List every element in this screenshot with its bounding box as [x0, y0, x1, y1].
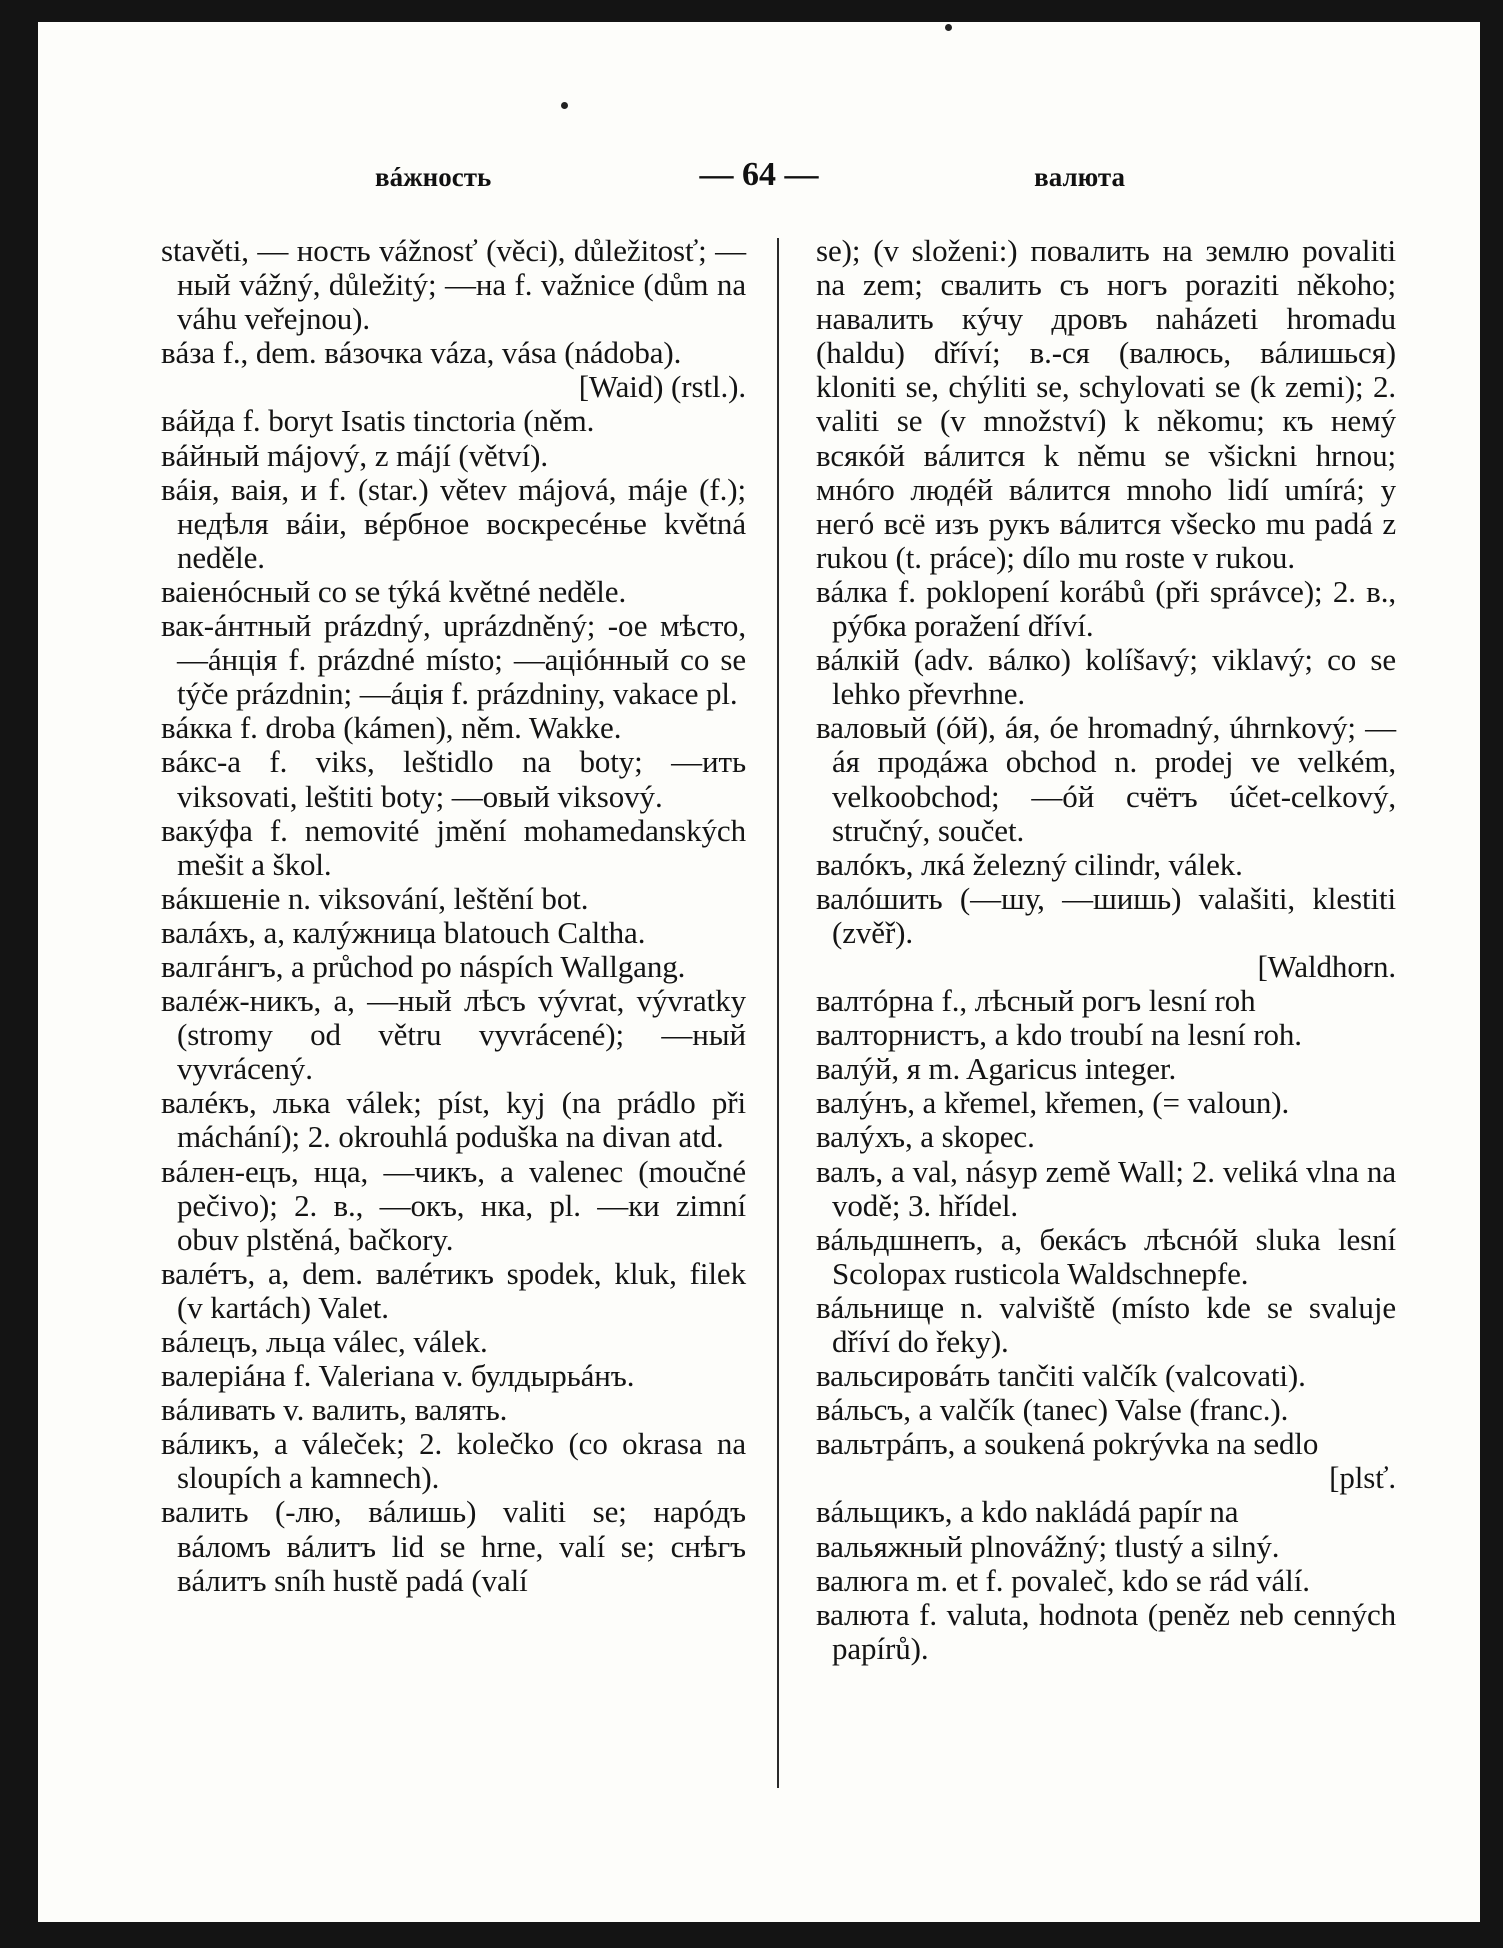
dictionary-entry: вáликъ, а váleček; 2. kolečko (co okrasa na sloupích a kamnech). — [161, 1426, 746, 1496]
header-right-word: валюта — [1034, 162, 1125, 192]
dictionary-entry: валеріáна f. Valeriana v. булдырьáнъ. — [161, 1358, 635, 1394]
dictionary-entry: валторнистъ, а kdo troubí na lesní roh. — [816, 1017, 1302, 1053]
dictionary-entry: валюта f. valuta, hodnota (peněz neb cenných papírů). — [816, 1596, 1396, 1666]
dictionary-entry: вáлецъ, льца válec, válek. — [161, 1324, 488, 1359]
dictionary-entry: вáйный májový, z májí (větví). — [161, 437, 548, 473]
dictionary-entry: валóшить (—шу, —шишь) valašiti, klestiti (zvěř). — [816, 880, 1396, 950]
dictionary-entry: валить (-лю, вáлишь) valiti se; нарóдъ вáломъ вáлитъ lid se hrne, valí se; снѣгъ вáлитъ sníh hustě padá (valí — [161, 1494, 746, 1598]
dictionary-entry: вáлен-ецъ, нца, —чикъ, а valenec (moučné pečivo); 2. в., —окъ, нка, pl. —ки zimní obuv plstěná, bačkory. — [161, 1153, 746, 1257]
dictionary-entry: вальтрáпъ, а soukená pokrývka na sedlo — [816, 1426, 1319, 1462]
dictionary-entry: [Waid) (rstl.). — [578, 369, 746, 405]
dictionary-entry: валýй, я m. Agaricus integer. — [816, 1051, 1177, 1087]
dictionary-entry: валовый (óй), áя, óе hromadný, úhrnkový; —áя продáжа obchod n. prodej ve velkém, velkoobchod; —óй счётъ účet-celkový, stručný, součet. — [816, 710, 1396, 848]
dictionary-entry: вáльщикъ, а kdo nakládá papír na — [816, 1494, 1239, 1530]
page-number: — 64 — — [699, 156, 819, 193]
left-column — [161, 234, 746, 1598]
dictionary-entry: stavěti, — ность vážnosť (věci), důležitosť; —ный vážný, důležitý; —на f. važnice (dům na váhu veřejnou). — [161, 233, 746, 337]
dictionary-entry: вакýфа f. nemovité jmění mohamedanských mešit a škol. — [161, 812, 746, 882]
dictionary-entry: вáія, ваія, и f. (star.) větev májová, máje (f.); недѣля вáіи, вéрбное воскресéнье květná neděle. — [161, 471, 746, 575]
dictionary-entry: валýнъ, а křemel, křemen, (= valoun). — [816, 1085, 1290, 1121]
right-column — [816, 234, 1396, 1666]
dictionary-entry: вáливать v. валить, валять. — [161, 1392, 508, 1428]
running-header — [38, 156, 1480, 200]
dictionary-entry: [plsť. — [1329, 1460, 1396, 1496]
dictionary-page — [38, 22, 1480, 1922]
dictionary-entry: se); (v složeni:) повалить на землю povaliti na zem; свалить съ ногъ poraziti někoho; навалить кýчу дровъ naházeti hromadu (haldu) dříví; в.-ся (валюсь, вáлишься) kloniti se, chýliti se, schylovati se (k zemi); 2. valiti se (v množství) k někomu; къ немý всякóй вáлится k němu se všickni hrnou; мнóго людéй вáлится mnoho lidí umírá; у негó всё изъ рукъ вáлится všecko mu padá z rukou (t. práce); dílo mu roste v rukou. — [816, 233, 1396, 575]
dictionary-entry: вáлкій (adv. вáлко) kolíšavý; viklavý; co se lehko převrhne. — [816, 642, 1396, 712]
dictionary-entry: вальсировáть tančiti valčík (valcovati). — [816, 1358, 1306, 1394]
ink-speck — [561, 102, 568, 109]
dictionary-entry: валгáнгъ, а průchod po náspích Wallgang. — [161, 948, 686, 984]
dictionary-entry: вáлка f. poklopení korábů (při správce); 2. в., рýбка poražení dříví. — [816, 573, 1396, 644]
dictionary-entry: [Waldhorn. — [1257, 948, 1396, 984]
dictionary-entry: валъ, а val, násyp země Wall; 2. veliká vlna na vodě; 3. hřídel. — [816, 1153, 1396, 1223]
dictionary-entry: валóкъ, лкá železný cilindr, válek. — [816, 846, 1243, 882]
dictionary-entry: вáкка f. droba (kámen), něm. Wakke. — [161, 710, 622, 746]
dictionary-entry: валéж-никъ, а, —ный лѣсъ vývrat, vývratky (stromy od větru vyvrácené); —ный vyvrácený. — [161, 983, 746, 1087]
dictionary-entry: вáза f., dem. вáзочка váza, vása (nádoba). — [161, 335, 682, 371]
dictionary-entry: вáльнище n. valviště (místo kde se svaluje dříví do řeky). — [816, 1289, 1396, 1359]
column-divider — [777, 238, 779, 1788]
dictionary-entry: валéтъ, а, dem. валéтикъ spodek, kluk, filek (v kartách) Valet. — [161, 1255, 746, 1325]
ink-speck — [945, 24, 952, 31]
dictionary-entry: вак-áнтный prázdný, uprázdněný; -ое мѣсто, —áнція f. prázdné místo; —аціóнный co se týče prázdnin; —áція f. prázdniny, vakace pl. — [161, 608, 746, 712]
dictionary-entry: ваіенóсный co se týká květné neděle. — [161, 573, 627, 609]
dictionary-entry: вáкс-а f. viks, leštidlo na boty; —ить viksovati, leštiti boty; —овый viksový. — [161, 744, 746, 814]
dictionary-entry: валáхъ, а, калýжница blatouch Caltha. — [161, 914, 646, 950]
dictionary-entry: вальяжный plnovážný; tlustý a silný. — [816, 1528, 1280, 1564]
dictionary-entry: вáкшеніе n. viksování, leštění bot. — [161, 880, 589, 916]
dictionary-entry: валýхъ, а skopec. — [816, 1119, 1035, 1155]
dictionary-entry: вáйда f. boryt Isatis tinctoria (něm. — [161, 403, 595, 439]
dictionary-entry: валтóрна f., лѣсный рогъ lesní roh — [816, 983, 1256, 1019]
header-left-word: вáжность — [375, 162, 492, 192]
dictionary-entry: вáльдшнепъ, а, бекáсъ лѣснóй sluka lesní Scolopax rusticola Waldschnepfe. — [816, 1221, 1396, 1291]
dictionary-entry: валéкъ, лька válek; píst, kyj (na prádlo při máchání); 2. okrouhlá poduška na divan atd. — [161, 1085, 746, 1155]
dictionary-entry: валюга m. et f. povaleč, kdo se rád válí. — [816, 1562, 1310, 1598]
dictionary-entry: вáльсъ, а valčík (tanec) Valse (franc.). — [816, 1392, 1289, 1428]
